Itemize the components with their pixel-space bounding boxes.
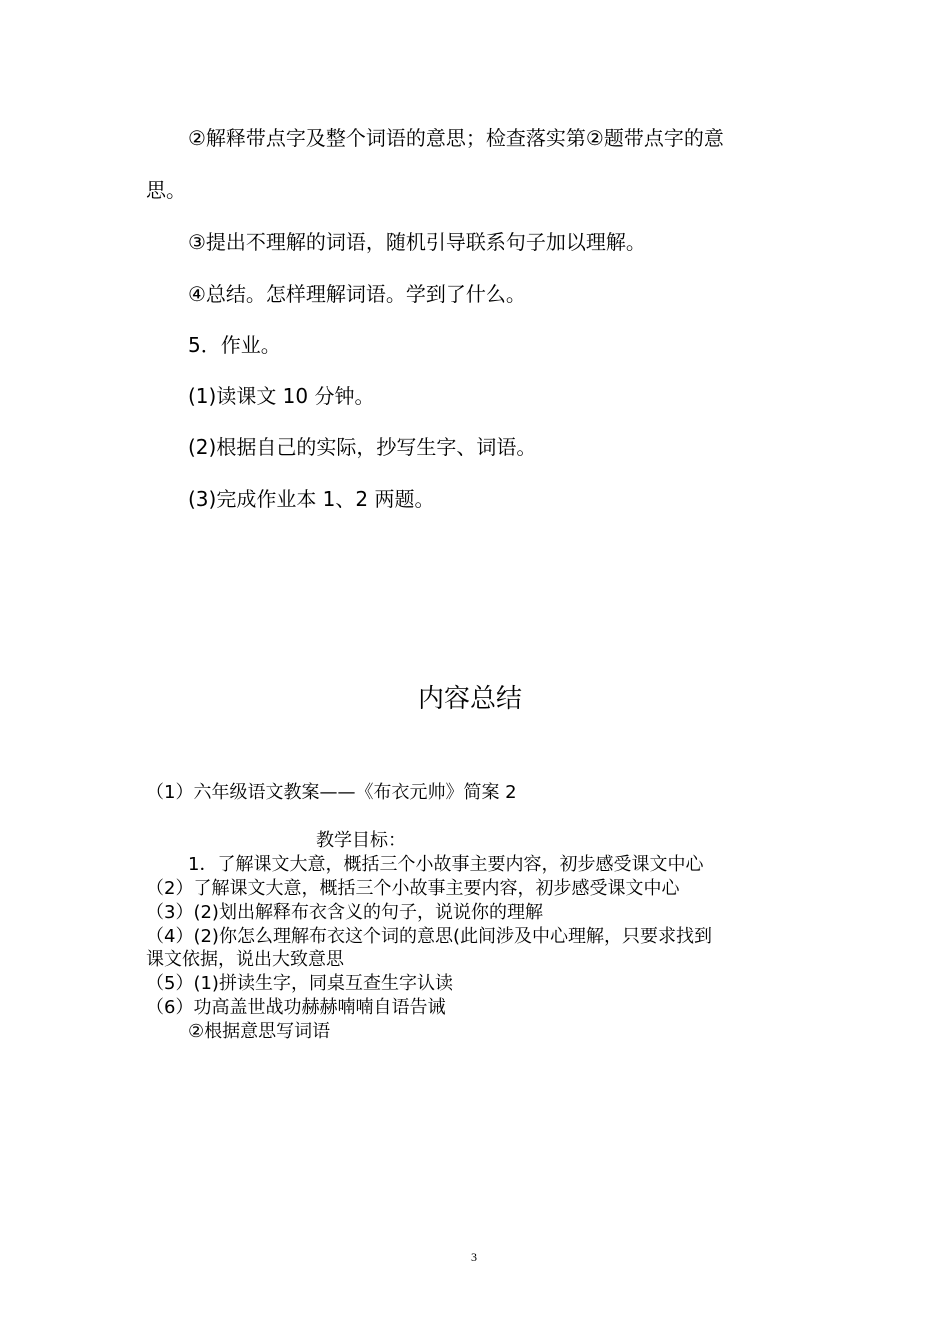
summary-line-1: （1）六年级语文教案——《布衣元帅》简案 2: [146, 782, 517, 803]
body-line-4: ④总结。怎样理解词语。学到了什么。: [188, 282, 526, 306]
summary-line-4: （2）了解课文大意，概括三个小故事主要内容，初步感受课文中心: [146, 878, 680, 899]
body-line-7: (2)根据自己的实际，抄写生字、词语。: [188, 435, 537, 459]
summary-line-8: （5）(1)拼读生字，同桌互查生字认读: [146, 973, 453, 994]
summary-line-10: ②根据意思写词语: [188, 1021, 331, 1042]
summary-line-9: （6）功高盖世战功赫赫喃喃自语告诫: [146, 997, 446, 1018]
body-line-2: 思。: [146, 178, 186, 202]
summary-line-3: 1．了解课文大意，概括三个小故事主要内容，初步感受课文中心: [188, 854, 704, 875]
body-line-8: (3)完成作业本 1、2 两题。: [188, 487, 435, 511]
body-line-6: (1)读课文 10 分钟。: [188, 384, 375, 408]
summary-line-5: （3）(2)划出解释布衣含义的句子，说说你的理解: [146, 902, 543, 923]
body-line-5: 5．作业。: [188, 333, 281, 357]
summary-title: 内容总结: [418, 684, 523, 714]
summary-line-2: 教学目标：: [316, 830, 406, 851]
body-line-1: ②解释带点字及整个词语的意思；检查落实第②题带点字的意: [188, 126, 724, 150]
body-line-3: ③提出不理解的词语，随机引导联系句子加以理解。: [188, 230, 646, 254]
summary-line-6: （4）(2)你怎么理解布衣这个词的意思(此间涉及中心理解，只要求找到: [146, 926, 712, 947]
summary-line-7: 课文依据，说出大致意思: [146, 949, 344, 970]
page-number: 3: [471, 1250, 477, 1264]
